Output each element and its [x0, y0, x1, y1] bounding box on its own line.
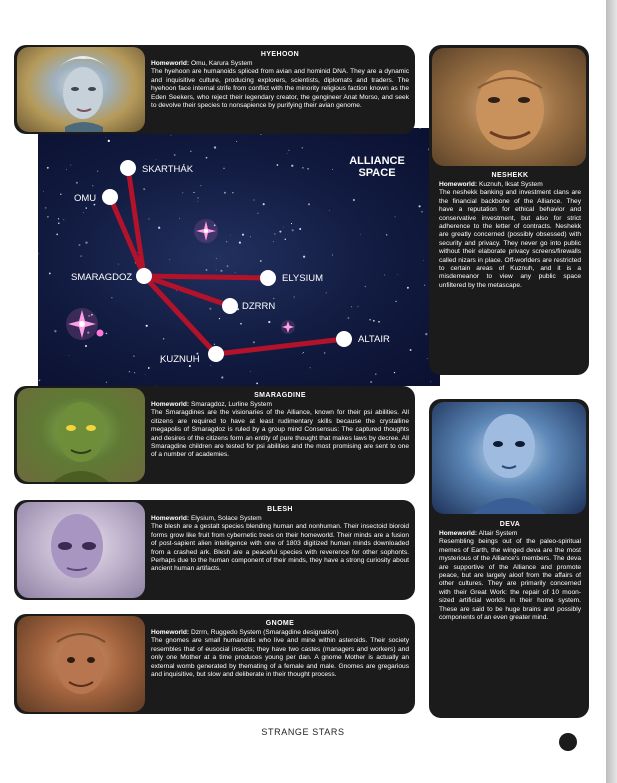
hyehoon-text-block: [151, 50, 409, 110]
background-star: [146, 325, 148, 327]
background-star: [232, 192, 233, 193]
background-star: [63, 219, 64, 220]
background-star: [375, 373, 376, 374]
background-star: [223, 168, 224, 169]
background-star: [45, 207, 47, 209]
background-star: [308, 203, 310, 205]
background-star: [174, 154, 176, 156]
background-star: [256, 383, 258, 385]
background-star: [307, 168, 309, 170]
background-star: [169, 259, 170, 260]
species-card-neshekk: [429, 45, 589, 375]
gnome-title: GNOME: [265, 620, 295, 627]
star-map-svg: [38, 128, 440, 386]
background-star: [260, 260, 262, 262]
background-star: [419, 205, 421, 207]
background-star: [171, 135, 172, 136]
system-node-skarthak: [120, 160, 136, 176]
gnome-homeworld: Dzrrn, Ruggedo System (Smaragdine designation): [189, 629, 339, 636]
label-smaragdoz: SMARAGDOZ: [71, 272, 133, 283]
background-star: [58, 222, 59, 223]
background-star: [230, 235, 231, 236]
sparkle-star: [204, 229, 208, 233]
gnome-homeworld-label: Homeworld:: [151, 629, 190, 636]
blesh-homeworld-label: Homeworld:: [151, 515, 190, 522]
background-star: [47, 216, 49, 218]
background-star: [395, 216, 396, 217]
neshekk-portrait: [432, 48, 586, 166]
background-star: [358, 306, 359, 307]
neshekk-face-illustration: [432, 48, 586, 166]
background-star: [210, 365, 211, 366]
background-star: [257, 213, 258, 214]
background-star: [303, 352, 304, 353]
background-star: [430, 381, 431, 382]
background-star: [92, 185, 93, 186]
background-star: [303, 256, 305, 258]
background-star: [206, 269, 208, 271]
background-star: [370, 381, 372, 383]
background-star: [425, 333, 427, 335]
background-star: [49, 272, 51, 274]
background-star: [378, 321, 380, 323]
background-star: [106, 382, 107, 383]
background-star: [220, 270, 222, 272]
route-smaragdoz-elysium: [144, 276, 268, 278]
background-star: [332, 169, 333, 170]
background-star: [419, 128, 420, 129]
background-star: [242, 234, 244, 236]
background-star: [384, 274, 385, 275]
background-star: [214, 146, 216, 148]
background-star: [292, 229, 294, 231]
species-card-smaragdine: [14, 386, 415, 484]
label-elysium: ELYSIUM: [282, 273, 324, 284]
background-star: [250, 371, 251, 372]
background-star: [410, 349, 412, 351]
background-star: [227, 265, 229, 267]
deva-homeworld-label: Homeworld:: [439, 530, 478, 537]
label-omu: OMU: [74, 193, 97, 204]
background-star: [60, 193, 62, 195]
species-card-blesh: [14, 500, 415, 600]
background-star: [214, 344, 215, 345]
deva-homeworld: Altair System: [477, 530, 518, 537]
background-star: [283, 227, 284, 228]
background-star: [224, 192, 226, 194]
background-star: [299, 228, 301, 230]
background-star: [148, 218, 149, 219]
background-star: [86, 207, 87, 208]
neshekk-homeworld-label: Homeworld:: [439, 181, 478, 188]
background-star: [155, 159, 156, 160]
background-star: [365, 286, 367, 288]
background-star: [427, 358, 428, 359]
system-node-altair: [336, 331, 352, 347]
page-footer: STRANGE STARS: [261, 727, 345, 737]
background-star: [176, 290, 177, 291]
background-star: [79, 244, 81, 246]
background-star: [302, 167, 304, 169]
smaragdine-portrait: [17, 388, 145, 482]
map-title-line1: ALLIANCE: [349, 155, 405, 167]
background-star: [54, 330, 56, 332]
background-star: [69, 355, 70, 356]
label-dzrrn: DZRRN: [242, 301, 276, 312]
system-node-dzrrn: [222, 298, 238, 314]
neshekk-title: NESHEKK: [491, 172, 529, 179]
background-star: [302, 147, 304, 149]
hyehoon-description: The hyehoon are humanoids spliced from avian and hominid DNA. They are a dynamic and inquisitive culture, producing explorers, scientists, diplomats and traders. The hyehoon face internal strife from conflict with the minority religious faction known as the Eden Seekers, who reject their legendary creator, the gengineer Anat Morso, and seek to devolve their species to nonsapience by purifying their avian genome.: [151, 68, 409, 110]
background-star: [97, 171, 98, 172]
background-star: [240, 323, 242, 325]
background-star: [273, 241, 274, 242]
background-star: [85, 345, 87, 347]
background-star: [66, 169, 67, 170]
background-star: [326, 292, 327, 293]
deva-description: Resembling beings out of the paleo-spiritual memes of Earth, the winged deva are the most mysterious of the Alliance's members. The deva are supportive of the Alliance and promote peace, but are largely aloof from the affairs of other cultures. They are primarily concerned with their Great Work: the repair of 10 moon-sized artificial worlds in their home system. These are said to be huge brains and possibly components of an even greater mind.: [439, 538, 581, 622]
background-star: [148, 367, 150, 369]
system-node-smaragdoz: [136, 268, 152, 284]
background-star: [221, 376, 223, 378]
page-edge-shadow: [606, 0, 617, 783]
hyehoon-portrait: [17, 47, 145, 132]
system-node-kuznuh: [208, 346, 224, 362]
background-star: [397, 274, 398, 275]
background-star: [193, 192, 194, 193]
background-star: [206, 157, 208, 159]
background-star: [395, 301, 396, 302]
background-star: [209, 308, 211, 310]
deva-face-illustration: [432, 402, 586, 514]
background-star: [76, 182, 78, 184]
background-star: [279, 231, 281, 233]
background-star: [145, 374, 146, 375]
neshekk-homeworld: Kuznuh, Iksat System: [477, 181, 543, 188]
page-corner-dot: [559, 733, 577, 751]
background-star: [38, 253, 39, 254]
background-star: [182, 192, 183, 193]
smaragdine-description: The Smaragdines are the visionaries of the Alliance, known for their psi abilities. All citizens are required to have at least rudimentary skills because the crystalline megapolis of Smaragdoz is ruled by a group mind Consensus: The captured thoughts and desires of the citizens form an entity of pure thought that makes laws by decree. All Smaragdine children are tested for psi abilities and the most promising are sent to one of a number of academies.: [151, 409, 409, 459]
background-star: [83, 212, 84, 213]
background-star: [407, 287, 409, 289]
background-star: [190, 151, 192, 153]
background-star: [276, 164, 278, 166]
background-star: [253, 199, 254, 200]
background-star: [216, 258, 217, 259]
smaragdine-face-illustration: [17, 388, 145, 482]
gnome-face-illustration: [17, 616, 145, 712]
background-star: [216, 269, 217, 270]
hyehoon-homeworld: Omu, Karura System: [189, 60, 253, 67]
label-kuznuh: KUZNUH: [160, 354, 200, 365]
background-star: [143, 188, 145, 190]
background-star: [347, 317, 349, 319]
hyehoon-face-illustration: [17, 47, 145, 132]
route-lines: [110, 168, 344, 354]
blesh-description: The blesh are a gestalt species blending human and nonhuman. Their insectoid bioroid forms grow like fruit from cybernetic trees on their homeworld. Their minds are a fusion of post-sapient alien intelligence with one of 1803 digitized human minds downloaded from a crashed ark. Blesh are a peaceful species with reverence for other sophonts. Perhaps due to the human component of their minds, they have a strong curiosity about ancient human artifacts.: [151, 523, 409, 573]
background-star: [423, 260, 424, 261]
blesh-title: BLESH: [267, 506, 293, 513]
background-star: [235, 272, 236, 273]
background-star: [226, 241, 227, 242]
smaragdine-title: SMARAGDINE: [254, 392, 306, 399]
background-star: [273, 298, 274, 299]
neshekk-text-block: [439, 171, 581, 290]
background-star: [351, 306, 352, 307]
background-star: [386, 234, 387, 235]
background-star: [105, 137, 106, 138]
background-star: [137, 252, 138, 253]
gnome-description: The gnomes are small humanoids who live and mine within asteroids. Their society resembles that of eusocial insects; they have two castes (managers and workers) and only one Mother at a time produces young per dan. A gnome Mother is actually an external womb generated by themating of a female and male. Gnomes are gregarious and inquisitive, but slow and deliberate in their thought process.: [151, 637, 409, 679]
background-star: [239, 242, 241, 244]
background-star: [421, 211, 422, 212]
background-star: [294, 297, 295, 298]
background-star: [118, 264, 119, 265]
deva-portrait: [432, 402, 586, 514]
smaragdine-text-block: [151, 391, 409, 460]
background-star: [56, 233, 58, 235]
background-star: [288, 150, 289, 151]
blesh-portrait: [17, 502, 145, 598]
background-star: [85, 241, 87, 243]
smaragdine-homeworld: Smaragdoz, Lurline System: [189, 401, 272, 408]
background-star: [129, 371, 130, 372]
background-star: [70, 165, 71, 166]
alliance-space-map: [38, 128, 440, 386]
system-node-elysium: [260, 270, 276, 286]
background-star: [39, 380, 41, 382]
background-star: [108, 140, 110, 142]
sparkle-star: [79, 321, 85, 327]
background-star: [47, 167, 49, 169]
species-card-deva: [429, 399, 589, 718]
background-star: [198, 201, 199, 202]
background-star: [332, 254, 333, 255]
background-star: [133, 355, 134, 356]
species-card-gnome: [14, 614, 415, 714]
gnome-text-block: [151, 619, 409, 679]
map-title: [349, 155, 405, 179]
smaragdine-homeworld-label: Homeworld:: [151, 401, 190, 408]
background-star: [219, 318, 220, 319]
species-card-hyehoon: [14, 45, 415, 134]
neshekk-description: The neshekk banking and investment clans are the financial backbone of the Alliance. They have a reputation for ethical behavior and conservative investment, but also for strict adherence to the letter of contracts. Neshekk are greatly concerned (possibly obsessed) with security and privacy. They never go into public without their elaborate privacy screens/firewalls called nizars in place. Off-worlders are restricted to certain areas of Kuznuh, and it is a misdemeanor to view any public space unfiltered by the metascape.: [439, 189, 581, 289]
background-star: [250, 236, 251, 237]
route-kuznuh-altair: [216, 339, 344, 354]
background-star: [268, 321, 270, 323]
label-altair: ALTAIR: [358, 334, 390, 345]
background-star: [106, 333, 108, 335]
background-star: [263, 203, 265, 205]
background-star: [287, 153, 288, 154]
background-star: [43, 191, 44, 192]
background-star: [324, 352, 325, 353]
background-star: [310, 367, 311, 368]
background-star: [285, 239, 286, 240]
background-star: [291, 223, 292, 224]
background-star: [134, 372, 135, 373]
blesh-face-illustration: [17, 502, 145, 598]
background-star: [80, 255, 81, 256]
system-node-omu: [102, 189, 118, 205]
background-star: [197, 197, 199, 199]
background-star: [253, 341, 255, 343]
map-title-line2: SPACE: [358, 167, 396, 179]
background-star: [200, 185, 201, 186]
background-star: [369, 319, 371, 321]
background-star: [189, 365, 191, 367]
background-star: [291, 165, 293, 167]
hyehoon-title: HYEHOON: [260, 51, 300, 58]
hyehoon-homeworld-label: Homeworld:: [151, 60, 190, 67]
background-star: [353, 199, 355, 201]
background-star: [373, 320, 375, 322]
background-star: [302, 353, 303, 354]
background-star: [158, 227, 160, 229]
background-star: [394, 372, 395, 373]
label-skarthak: SKARTHÁK: [142, 164, 194, 175]
background-star: [236, 141, 237, 142]
sparkle-star: [97, 330, 104, 337]
background-star: [360, 234, 361, 235]
background-star: [58, 218, 59, 219]
background-star: [424, 285, 425, 286]
background-star: [163, 338, 164, 339]
background-star: [111, 297, 112, 298]
blesh-homeworld: Elysium, Solace System: [189, 515, 262, 522]
background-star: [329, 210, 330, 211]
gnome-portrait: [17, 616, 145, 712]
blesh-text-block: [151, 505, 409, 574]
deva-title: DEVA: [499, 521, 521, 528]
deva-text-block: [439, 520, 581, 622]
background-star: [179, 218, 180, 219]
background-star: [274, 233, 275, 234]
